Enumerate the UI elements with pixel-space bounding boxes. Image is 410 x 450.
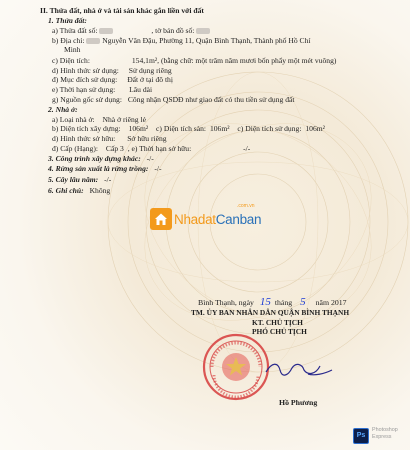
land-f-label: e) Thời hạn sử dụng:	[52, 85, 116, 94]
house-c-value: 106m²	[209, 124, 230, 133]
other-works-label: 3. Công trình xây dựng khác:	[48, 154, 141, 163]
sign-month: 5	[300, 296, 306, 308]
land-c-label: c) Diện tích:	[52, 56, 90, 65]
issuing-authority: TM. ỦY BAN NHÂN DÂN QUẬN BÌNH THẠNH	[191, 308, 350, 317]
watermark-domain: .com.vn	[237, 203, 255, 209]
land-a-label: a) Thửa đất số:	[52, 26, 98, 35]
house-f-label: , e) Thời hạn sở hữu:	[127, 144, 192, 153]
land-term-row	[52, 85, 152, 94]
house-ownership-row	[52, 134, 167, 143]
land-address-row	[52, 36, 311, 45]
land-d-value: Sử dụng riêng	[128, 66, 172, 75]
notes-value: Không	[89, 186, 111, 195]
redacted-block	[99, 28, 113, 34]
perennial-label: 5. Cây lâu năm:	[48, 175, 99, 184]
land-origin-row	[52, 95, 294, 104]
house-d-label: d) Hình thức sở hữu:	[52, 134, 116, 143]
land-purpose-row	[52, 75, 173, 84]
photoshop-line1: Photoshop	[372, 427, 398, 433]
land-use-form-row	[52, 66, 172, 75]
land-area-row	[52, 56, 336, 65]
photoshop-express-label	[372, 427, 398, 441]
signer-kt: KT. CHỦ TỊCH	[252, 318, 303, 327]
land-b-label: b) Địa chỉ:	[52, 36, 85, 45]
house-a-value: Nhà ở riêng lẻ	[102, 115, 146, 124]
perennial-row	[48, 175, 111, 184]
place-date-prefix: Bình Thạnh, ngày	[198, 298, 254, 307]
land-f-value: Lâu dài	[129, 85, 153, 94]
house-heading: 2. Nhà ở:	[48, 105, 78, 114]
redacted-block	[196, 28, 210, 34]
land-a-value: , tờ bản đồ số:	[151, 26, 195, 35]
signer-title: PHÓ CHỦ TỊCH	[252, 327, 307, 336]
house-f-value: -/-	[243, 144, 251, 153]
land-e-value: Đất ở tại đô thị	[127, 75, 173, 84]
house-type-row	[52, 115, 146, 124]
forest-value: -/-	[154, 164, 162, 173]
house-area-row	[52, 124, 325, 133]
handwritten-signature	[262, 358, 342, 380]
house-grade-row	[52, 144, 250, 153]
house-c2-value: 106m²	[305, 124, 325, 133]
official-seal	[202, 333, 270, 401]
land-b-value: Nguyễn Văn Đậu, Phường 11, Quận Bình Thạnh, Thành phố Hồ Chí	[102, 36, 311, 45]
watermark-brand-part2: Canban	[215, 211, 262, 227]
land-heading: 1. Thửa đất:	[48, 16, 87, 25]
house-c2-label: c) Diện tích sử dụng:	[237, 124, 302, 133]
perennial-value: -/-	[104, 175, 112, 184]
house-b-label: b) Diện tích xây dựng:	[52, 124, 121, 133]
house-b-value: 106m²	[128, 124, 149, 133]
land-g-value: Công nhận QSDĐ như giao đất có thu tiền sử dụng đất	[127, 95, 295, 104]
sign-day: 15	[259, 296, 271, 308]
other-works-row	[48, 154, 154, 163]
land-address-cont: Minh	[64, 45, 81, 54]
photoshop-line2: Express	[372, 434, 392, 440]
notes-label: 6. Ghi chú:	[48, 186, 84, 195]
watermark-brand	[174, 212, 261, 227]
land-c-value: 154,1m², (bằng chữ: một trăm năm mươi bốn phẩy một mét vuông)	[131, 56, 337, 65]
land-d-label: d) Hình thức sử dụng:	[52, 66, 119, 75]
land-e-label: đ) Mục đích sử dụng:	[52, 75, 118, 84]
month-word: tháng	[274, 298, 293, 307]
other-works-value: -/-	[146, 154, 154, 163]
house-e-label: đ) Cấp (Hạng):	[52, 144, 98, 153]
house-icon	[150, 208, 172, 230]
section-title: II. Thửa đất, nhà ở và tài sản khác gắn liền với đất	[40, 6, 204, 15]
signer-name: Hồ Phương	[279, 398, 318, 407]
house-c-label: c) Diện tích sàn:	[156, 124, 207, 133]
redacted-block	[86, 38, 100, 44]
land-g-label: g) Nguồn gốc sử dụng:	[52, 95, 122, 104]
house-e-value: Cấp 3	[105, 144, 124, 153]
watermark-brand-part1: Nhadat	[174, 211, 216, 227]
photoshop-express-icon: Ps	[353, 428, 369, 444]
watermark	[150, 208, 261, 230]
forest-label: 4. Rừng sản xuất là rừng trồng:	[48, 164, 149, 173]
forest-row	[48, 164, 162, 173]
place-date-line	[198, 298, 347, 307]
land-parcel-row	[52, 26, 210, 35]
year-word: năm 2017	[315, 298, 347, 307]
house-a-label: a) Loại nhà ở:	[52, 115, 95, 124]
notes-row	[48, 186, 110, 195]
house-d-value: Sở hữu riêng	[127, 134, 167, 143]
